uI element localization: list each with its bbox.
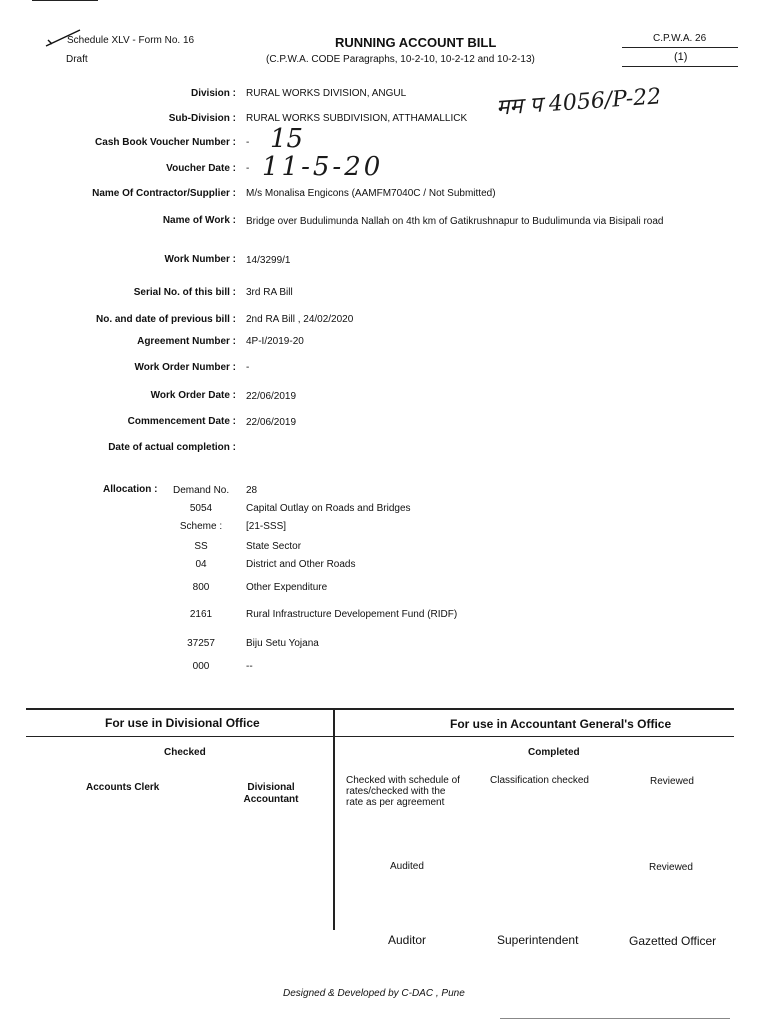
allocation-code: Demand No. [173,485,230,496]
division-value: RURAL WORKS DIVISION, ANGUL [246,88,407,99]
work-order-date-label: Work Order Date : [150,390,236,401]
classification-label: Classification checked [490,775,589,786]
reviewed-label: Reviewed [650,776,694,787]
handwritten-reference: मम प 4056/P-22 [495,84,663,121]
superintendent-label: Superintendent [497,933,579,947]
serial-no-value: 3rd RA Bill [246,287,293,298]
allocation-code: 5054 [189,503,213,514]
allocation-value: Other Expenditure [246,582,328,593]
work-order-number-value: - [246,362,250,373]
schedule-label: Schedule XLV - Form No. 16 [67,35,195,46]
work-number-value: 14/3299/1 [246,255,291,266]
actual-completion-label: Date of actual completion : [108,442,236,453]
allocation-code: 37257 [187,638,215,649]
allocation-value: State Sector [246,541,302,552]
work-number-label: Work Number : [164,254,236,265]
allocation-code: Scheme : [179,521,223,532]
sub-division-value: RURAL WORKS SUBDIVISION, ATTHAMALLICK [246,113,468,124]
footer-credit: Designed & Developed by C-DAC , Pune [283,988,465,999]
ag-office-heading: For use in Accountant General's Office [450,717,672,731]
completed-heading: Completed [528,747,580,758]
contractor-value: M/s Monalisa Engicons (AAMFM7040C / Not Submitted) [246,188,496,199]
work-order-date-value: 22/06/2019 [246,391,297,402]
footer-rule [500,1018,730,1019]
allocation-code: 04 [195,559,207,570]
draft-label: Draft [66,54,88,65]
allocation-value: District and Other Roads [246,559,356,570]
commencement-date-value: 22/06/2019 [246,417,297,428]
agreement-number-label: Agreement Number : [137,336,236,347]
page-title: RUNNING ACCOUNT BILL [335,35,497,50]
allocation-label: Allocation : [103,484,158,495]
audited-label: Audited [390,861,424,872]
agreement-number-value: 4P-I/2019-20 [246,336,304,347]
page-subtitle: (C.P.W.A. CODE Paragraphs, 10-2-10, 10-2-12 and 10-2-13) [266,54,535,65]
header-rule [622,66,738,67]
office-divider [333,708,335,930]
handwritten-voucher-date: 11-5-20 [262,152,384,182]
checked-heading: Checked [164,747,206,758]
allocation-value: -- [246,661,253,672]
top-rule [32,0,98,1]
auditor-label: Auditor [388,933,427,947]
office-header-rule [26,736,734,737]
division-label: Division : [190,88,236,99]
allocation-value: 28 [246,485,258,496]
serial-no-label: Serial No. of this bill : [133,287,236,298]
voucher-date-label: Voucher Date : [166,163,236,174]
allocation-value: Capital Outlay on Roads and Bridges [246,503,411,514]
allocation-code: SS [194,541,208,552]
checked-schedule-label: Checked with schedule of rates/checked with the rate as per agreement [346,775,460,808]
allocation-value: Biju Setu Yojana [246,638,319,649]
sub-division-label: Sub-Division : [168,113,236,124]
commencement-date-label: Commencement Date : [127,416,236,427]
form-code-rule [622,47,738,48]
previous-bill-label: No. and date of previous bill : [95,314,236,325]
allocation-code: 2161 [189,609,213,620]
contractor-label: Name Of Contractor/Supplier : [92,188,236,199]
cash-book-voucher-value: - [246,137,250,148]
accounts-clerk-label: Accounts Clerk [86,782,160,793]
handwritten-voucher-number: 15 [270,124,304,154]
name-of-work-label: Name of Work : [162,215,236,226]
gazetted-officer-label: Gazetted Officer [629,934,717,948]
work-order-number-label: Work Order Number : [134,362,236,373]
page-number: (1) [674,51,688,63]
divisional-office-heading: For use in Divisional Office [105,716,260,730]
allocation-value: [21-SSS] [246,521,287,532]
allocation-value: Rural Infrastructure Developement Fund (RIDF) [246,609,458,620]
cash-book-voucher-label: Cash Book Voucher Number : [95,137,236,148]
allocation-code: 800 [192,582,210,593]
voucher-date-value: - [246,163,250,174]
allocation-code: 000 [192,661,210,672]
office-top-rule [26,708,734,710]
form-code: C.P.W.A. 26 [653,33,707,44]
name-of-work-value: Bridge over Budulimunda Nallah on 4th km of Gatikrushnapur to Budulimunda via Bisipali road [246,216,664,227]
previous-bill-value: 2nd RA Bill , 24/02/2020 [246,314,354,325]
divisional-accountant-label: Divisional Accountant [243,782,299,805]
reviewed-label: Reviewed [649,862,693,873]
